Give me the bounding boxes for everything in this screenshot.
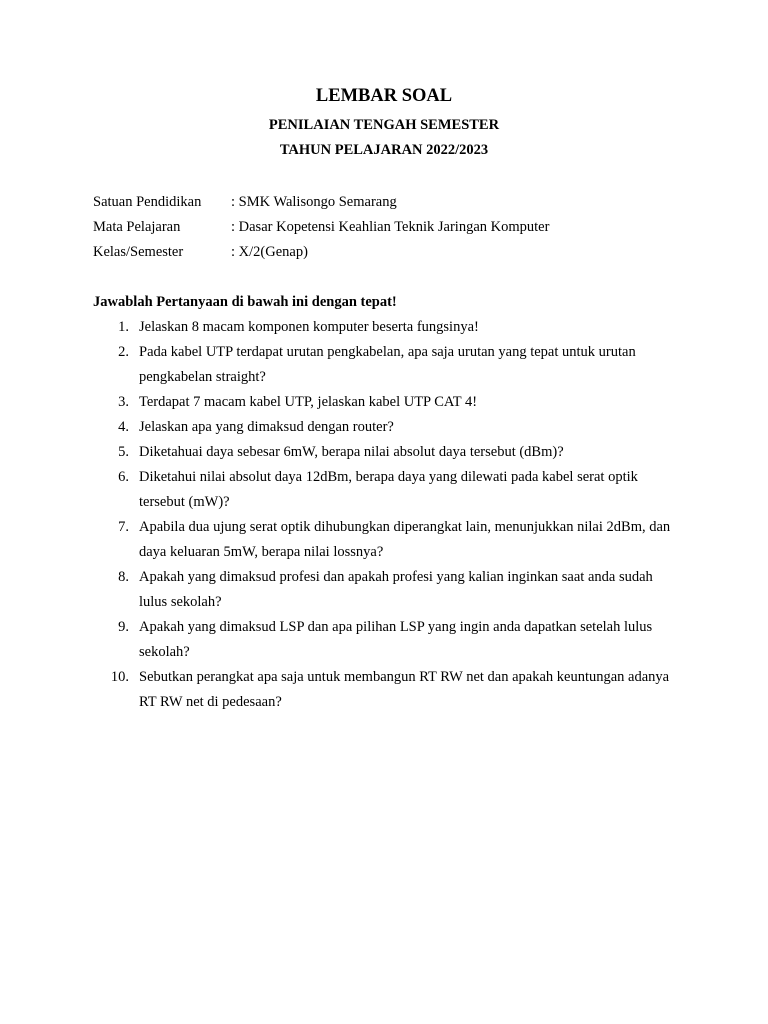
identity-block [93,190,549,265]
identity-value: : Dasar Kopetensi Keahlian Teknik Jaringan Komputer [231,219,550,235]
question-text: Jelaskan 8 macam komponen komputer beserta fungsinya! [139,319,479,335]
question-text: Apakah yang dimaksud LSP dan apa pilihan LSP yang ingin anda dapatkan setelah lulus sekolah? [139,619,653,660]
question-number: 6. [118,469,129,485]
identity-row-school [93,190,549,215]
question-text: Sebutkan perangkat apa saja untuk membangun RT RW net dan apakah keuntungan adanya RT RW net di pedesaan? [139,669,670,710]
question-number: 10. [110,669,129,685]
identity-label: Satuan Pendidikan [93,194,202,210]
question-text: Pada kabel UTP terdapat urutan pengkabelan, apa saja urutan yang tepat untuk urutan pengkabelan straight? [139,344,636,385]
question-text: Jelaskan apa yang dimaksud dengan router? [139,419,394,435]
question-item [93,665,683,715]
identity-row-class [93,240,549,265]
question-list [93,315,683,715]
question-item [93,390,683,415]
document-subtitle-assessment: PENILAIAN TENGAH SEMESTER [268,117,500,133]
question-text: Apabila dua ujung serat optik dihubungkan diperangkat lain, menunjukkan nilai 2dBm, dan daya keluaran 5mW, berapa nilai lossnya? [139,519,671,560]
identity-label: Kelas/Semester [93,244,184,260]
question-number: 9. [118,619,129,635]
question-text: Diketahui nilai absolut daya 12dBm, berapa daya yang dilewati pada kabel serat optik tersebut (mW)? [139,469,638,510]
question-number: 5. [118,444,129,460]
identity-label: Mata Pelajaran [93,219,181,235]
question-item [93,340,683,390]
question-item [93,615,683,665]
question-item [93,515,683,565]
question-number: 8. [118,569,129,585]
identity-row-subject [93,215,549,240]
question-item [93,415,683,440]
question-text: Apakah yang dimaksud profesi dan apakah profesi yang kalian inginkan saat anda sudah lulus sekolah? [139,569,653,610]
question-number: 2. [118,344,129,360]
question-number: 3. [118,394,129,410]
question-number: 1. [118,319,129,335]
identity-value: : X/2(Genap) [231,244,308,260]
question-text: Terdapat 7 macam kabel UTP, jelaskan kabel UTP CAT 4! [139,394,478,410]
question-item [93,440,683,465]
question-number: 4. [118,419,129,435]
question-number: 7. [118,519,129,535]
document-subtitle-academic-year: TAHUN PELAJARAN 2022/2023 [279,142,489,158]
identity-value: : SMK Walisongo Semarang [231,194,397,210]
instruction-text: Jawablah Pertanyaan di bawah ini dengan tepat! [93,294,397,310]
document-title: LEMBAR SOAL [315,86,453,106]
question-item [93,315,683,340]
question-item [93,565,683,615]
question-text: Diketahuai daya sebesar 6mW, berapa nilai absolut daya tersebut (dBm)? [139,444,564,460]
question-item [93,465,683,515]
